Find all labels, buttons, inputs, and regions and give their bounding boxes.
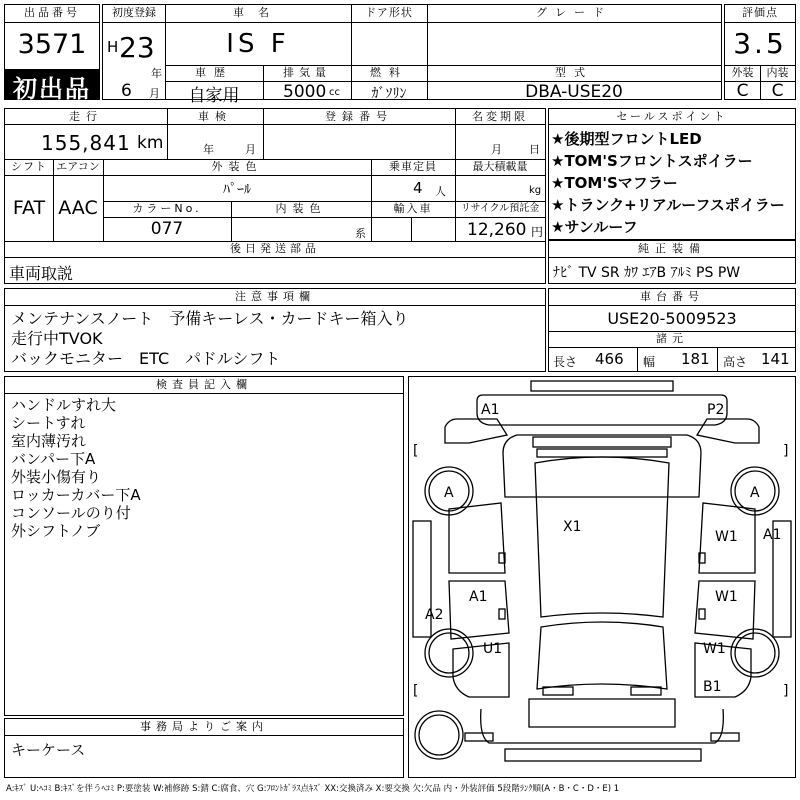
notes-lines	[11, 309, 408, 369]
interior-grade: C	[771, 81, 784, 101]
office-value: キーケース	[11, 741, 86, 759]
mark-rear-right: B1	[703, 679, 722, 695]
sales-point: ★サンルーフ	[551, 218, 638, 236]
mark-roof: X1	[563, 519, 582, 535]
name-change-month-unit: 月	[491, 143, 502, 156]
mileage-value: 155,841	[41, 131, 131, 155]
mark-door-front-right: W1	[715, 529, 738, 545]
sales-points-box	[548, 108, 796, 240]
later-parts-value: 車両取説	[9, 264, 74, 283]
mark-door-front-left: A1	[469, 589, 488, 605]
score-value: 3.5	[733, 27, 787, 60]
note-line: バックモニター ETC パドルシフト	[11, 349, 281, 368]
displacement-unit: cc	[329, 87, 340, 98]
color-no-value: 077	[150, 219, 184, 239]
height-label: 高さ	[723, 355, 748, 369]
inspector-box	[4, 376, 404, 716]
year-unit: 年	[151, 67, 162, 80]
capacity-label: 乗車定員	[389, 160, 437, 173]
displacement-value: 5000	[283, 82, 327, 102]
chassis-label: 車台番号	[640, 290, 704, 303]
length-label: 長さ	[553, 355, 578, 369]
max-load-unit: kg	[529, 185, 542, 196]
inspector-line: シートすれ	[11, 414, 86, 432]
svg-text:]: ]	[783, 443, 789, 459]
color-no-label: カラーNo.	[132, 202, 202, 215]
car-diagram-box	[408, 376, 796, 778]
car-name: IS F	[226, 29, 290, 59]
svg-text:[: [	[413, 443, 419, 459]
score-box	[724, 4, 796, 100]
office-label: 事務局よりご案内	[140, 720, 268, 733]
height-value: 141	[761, 350, 790, 368]
dims-label: 諸元	[656, 332, 688, 345]
inspector-line: ハンドルすれ大	[11, 396, 117, 414]
inspection-label: 車検	[198, 110, 232, 123]
max-load-label: 最大積載量	[472, 160, 528, 173]
width-label: 幅	[643, 355, 656, 369]
mark-door-rear-right: W1	[715, 589, 738, 605]
inspection-year-unit: 年	[203, 143, 214, 156]
door-label: ドア形状	[365, 6, 413, 19]
recycle-value: 12,260	[467, 220, 527, 240]
note-line: メンテナンスノート 予備キーレス・カードキー箱入り	[11, 309, 409, 328]
chassis-number: USE20-5009523	[607, 309, 737, 328]
lot-number: 3571	[17, 29, 87, 60]
mark-front-left: A1	[481, 402, 500, 418]
fuel-label: 燃料	[370, 66, 408, 79]
lot-number-label: 出品番号	[24, 6, 80, 19]
chassis-box	[548, 288, 796, 372]
int-color-unit: 系	[355, 227, 366, 240]
exterior-label: 外装	[731, 66, 754, 79]
exterior-grade: C	[736, 81, 749, 101]
fuel-value: ｶﾞｿﾘﾝ	[371, 86, 407, 102]
inspector-line: 外シフトノブ	[11, 522, 101, 540]
notes-box	[4, 288, 546, 372]
width-value: 181	[681, 350, 710, 368]
model-value: DBA-USE20	[525, 82, 623, 102]
inspector-line: ロッカーカバー下A	[11, 486, 141, 504]
ac-label: エアコン	[56, 160, 100, 173]
inspector-line: 外装小傷有り	[11, 468, 102, 486]
car-name-label: 車名	[233, 6, 283, 19]
office-box	[4, 718, 404, 778]
capacity-unit: 人	[435, 185, 446, 198]
mark-rocker-left: A2	[425, 607, 444, 623]
ext-color-label: 外装色	[211, 160, 263, 173]
svg-text:]: ]	[783, 683, 789, 699]
car-diagram	[409, 377, 795, 777]
recycle-label: リサイクル預託金	[460, 203, 540, 214]
mark-quarter-right: W1	[703, 641, 726, 657]
shift-value: FAT	[12, 197, 46, 219]
month-unit: 月	[149, 87, 160, 100]
mark-quarter-left: U1	[483, 641, 503, 657]
svg-text:[: [	[413, 683, 419, 699]
mileage-unit: km	[137, 133, 164, 153]
displacement-label: 排気量	[283, 66, 331, 79]
inspector-lines	[11, 396, 141, 540]
mark-wheel-front-right: A	[750, 485, 760, 501]
vehicle-details	[4, 108, 546, 284]
first-reg-label: 初度登録	[112, 6, 156, 19]
sales-point: ★トランク+リアルーフスポイラー	[551, 196, 785, 214]
mark-wheel-front-left: A	[444, 485, 454, 501]
inspection-month-unit: 月	[245, 143, 256, 156]
reg-year: 23	[119, 31, 155, 64]
vehicle-info-top	[102, 4, 722, 106]
inspector-line: コンソールのり付	[11, 504, 131, 522]
score-label: 評価点	[742, 6, 778, 19]
name-change-label: 名変期限	[472, 110, 528, 123]
history-value: 自家用	[188, 86, 240, 106]
capacity-value: 4	[413, 179, 423, 197]
mark-fender-right: A1	[763, 527, 782, 543]
sales-points-label: セールスポイント	[616, 110, 728, 123]
length-value: 466	[595, 350, 624, 368]
note-line: 走行中TVOK	[11, 329, 103, 348]
model-label: 型式	[555, 66, 593, 79]
sales-point: ★TOM'Sフロントスポイラー	[551, 152, 753, 170]
sales-points-list	[551, 128, 785, 238]
ac-value: AAC	[58, 197, 98, 219]
legend: A:ｷｽﾞ U:ﾍｺﾐ B:ｷｽﾞを伴うﾍｺﾐ P:要塗装 W:補修跡 S:錆 C:腐食、穴 G:ﾌﾛﾝﾄｶﾞﾗｽ点ｷｽﾞ XX:交換済み X:要交換 欠:欠品 内・外装評価 5段階ﾗﾝｸ順(A・B・C・D・E) 1	[6, 784, 620, 794]
equipment-value: ﾅﾋﾞ TV SR ｶﾜ ｴｱB ｱﾙﾐ PS PW	[553, 265, 741, 281]
history-label: 車歴	[195, 66, 233, 79]
shift-label: シフト	[11, 160, 47, 173]
grade-label: グレード	[536, 6, 612, 19]
later-parts-label: 後日発送部品	[230, 242, 320, 255]
first-listing-text: 初出品	[13, 75, 91, 103]
inspector-label: 検査員記入欄	[156, 378, 252, 391]
notes-label: 注意事項欄	[235, 290, 315, 303]
mileage-label: 走行	[69, 110, 103, 123]
import-label: 輸入車	[393, 202, 433, 215]
name-change-day-unit: 日	[529, 143, 540, 156]
recycle-unit: 円	[531, 225, 544, 239]
inspector-line: バンパー下A	[11, 450, 96, 468]
int-color-label: 内装色	[275, 202, 327, 215]
lot-number-box	[4, 4, 100, 103]
sales-point: ★後期型フロントLED	[551, 130, 702, 148]
reg-month: 6	[121, 81, 132, 101]
equipment-box	[548, 240, 796, 284]
reg-number-label: 登録番号	[325, 110, 393, 123]
mark-front-right: P2	[707, 402, 725, 418]
inspector-line: 室内薄汚れ	[11, 432, 87, 450]
era: H	[107, 38, 119, 56]
interior-label: 内装	[766, 66, 789, 79]
sales-point: ★TOM'Sマフラー	[551, 174, 678, 192]
equipment-label: 純正装備	[638, 242, 706, 255]
ext-color-value: ﾊﾟｰﾙ	[223, 182, 251, 198]
